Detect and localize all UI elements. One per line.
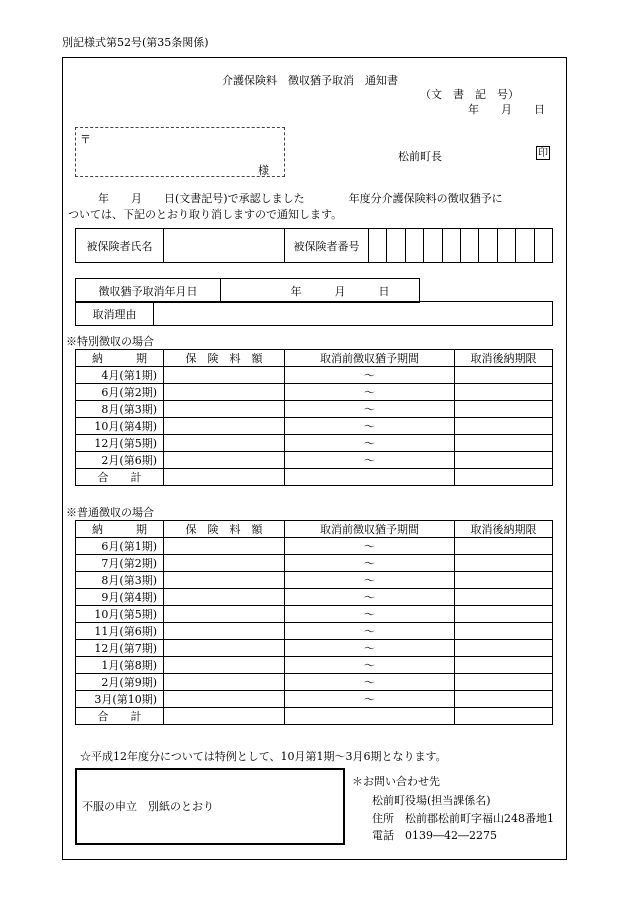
table-row: 6月(第1期)	[76, 538, 164, 555]
col-deferral: 取消前徴収猶予期間	[285, 521, 455, 538]
document-number: （文 書 記 号）	[420, 88, 519, 101]
special-table	[75, 349, 553, 486]
table-row: 7月(第2期)	[76, 555, 164, 572]
table-row: 2月(第9期)	[76, 674, 164, 691]
reason-table	[75, 301, 553, 326]
insured-number-label: 被保険者番号	[285, 229, 369, 263]
appeal-text: 不服の申立 別紙のとおり	[82, 800, 214, 813]
tilde: ～	[285, 367, 455, 384]
table-row: 8月(第3期)	[76, 572, 164, 589]
tilde: ～	[285, 538, 455, 555]
insured-number-digit	[516, 229, 534, 263]
insured-number-digit	[442, 229, 460, 263]
cancel-date-label: 徴収猶予取消年月日	[76, 279, 221, 303]
insured-number-digit	[497, 229, 515, 263]
tilde: ～	[285, 572, 455, 589]
total-row: 合 計	[76, 708, 164, 725]
insured-name-value	[164, 229, 285, 263]
insured-number-digit	[479, 229, 497, 263]
table-row: 11月(第6期)	[76, 623, 164, 640]
tilde: ～	[285, 640, 455, 657]
insured-number-digit	[387, 229, 405, 263]
tilde: ～	[285, 691, 455, 708]
sender-name: 松前町長	[398, 150, 442, 163]
insured-info-table	[75, 228, 553, 263]
tilde: ～	[285, 589, 455, 606]
tilde: ～	[285, 555, 455, 572]
body-text-2: ついては、下記のとおり取り消しますので通知します。	[68, 208, 343, 221]
tilde: ～	[285, 418, 455, 435]
col-amount: 保 険 料 額	[164, 521, 285, 538]
col-period: 納 期	[76, 350, 164, 367]
form-number: 別記様式第52号(第35条関係)	[62, 36, 209, 49]
table-row: 4月(第1期)	[76, 367, 164, 384]
table-row: 3月(第10期)	[76, 691, 164, 708]
table-row: 8月(第3期)	[76, 401, 164, 418]
tilde: ～	[285, 606, 455, 623]
col-period: 納 期	[76, 521, 164, 538]
tilde: ～	[285, 401, 455, 418]
table-row: 12月(第7期)	[76, 640, 164, 657]
insured-number-digit	[369, 229, 387, 263]
special-note: ☆平成12年度分については特例として、10月第1期～3月6期となります。	[80, 750, 447, 763]
col-due: 取消後納期限	[455, 350, 553, 367]
table-row: 10月(第4期)	[76, 418, 164, 435]
cancel-date-table	[75, 278, 420, 303]
page-title: 介護保険料 徴収猶予取消 通知書	[222, 74, 398, 87]
insured-number-digit	[405, 229, 423, 263]
tilde: ～	[285, 657, 455, 674]
reason-label: 取消理由	[76, 302, 154, 326]
table-row: 10月(第5期)	[76, 606, 164, 623]
seal-mark: 印	[538, 148, 548, 159]
insured-name-label: 被保険者氏名	[76, 229, 164, 263]
col-amount: 保 険 料 額	[164, 350, 285, 367]
postal-mark: 〒	[80, 133, 91, 146]
issue-date: 年 月 日	[468, 103, 545, 116]
table-row: 1月(第8期)	[76, 657, 164, 674]
special-heading: ※特別徴収の場合	[66, 335, 154, 348]
reason-value	[154, 302, 553, 326]
table-row: 6月(第2期)	[76, 384, 164, 401]
cancel-date-value: 年 月 日	[221, 279, 420, 303]
tilde: ～	[285, 452, 455, 469]
insured-number-digit	[460, 229, 478, 263]
col-due: 取消後納期限	[455, 521, 553, 538]
normal-heading: ※普通徴収の場合	[66, 506, 154, 519]
table-row: 12月(第5期)	[76, 435, 164, 452]
total-row: 合 計	[76, 469, 164, 486]
table-row: 9月(第4期)	[76, 589, 164, 606]
col-deferral: 取消前徴収猶予期間	[285, 350, 455, 367]
tilde: ～	[285, 623, 455, 640]
addressee-suffix: 様	[258, 164, 269, 177]
table-row: 2月(第6期)	[76, 452, 164, 469]
insured-number-digit	[424, 229, 442, 263]
normal-table	[75, 520, 553, 725]
contact-address: 住所 松前郡松前町字福山248番地1	[372, 812, 554, 825]
insured-number-digit	[534, 229, 552, 263]
contact-phone: 電話 0139―42―2275	[372, 829, 497, 842]
tilde: ～	[285, 674, 455, 691]
contact-office: 松前町役場(担当課係名)	[372, 794, 491, 807]
body-text-1: 年 月 日(文書記号)で承認しました 年度分介護保険料の徴収猶予に	[76, 192, 503, 205]
tilde: ～	[285, 384, 455, 401]
address-box	[75, 127, 285, 177]
contact-heading: ＊お問い合わせ先	[352, 775, 440, 788]
tilde: ～	[285, 435, 455, 452]
